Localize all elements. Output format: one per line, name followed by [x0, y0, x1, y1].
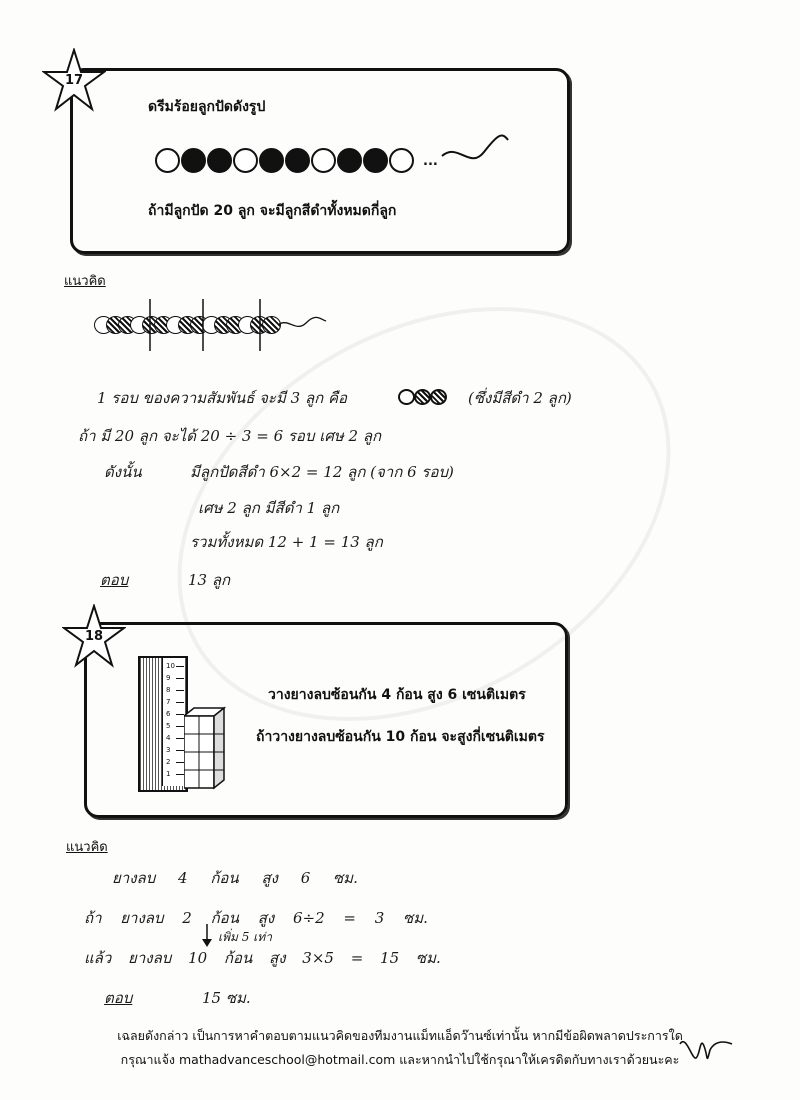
grouped-bead-sketch: [90, 295, 330, 355]
solution-17-line5: รวมทั้งหมด 12 + 1 = 13 ลูก: [190, 533, 383, 551]
ruler-tick: [176, 666, 184, 667]
problem-17-question-line1: ดรีมร้อยลูกปัดดังรูป: [148, 99, 266, 115]
solution-18-line3: แล้ว ยางลบ 10 ก้อน สูง 3×5 = 15 ซม.: [84, 949, 441, 967]
ruler-tick-label: 8: [166, 686, 171, 694]
stacked-erasers: [184, 706, 228, 790]
footer-line1: เฉลยดังกล่าว เป็นการหาคำตอบตามแนวคิดของทีมงานแม็ทแอ็ดว๊านซ์เท่านั้น หากมีข้อผิดพลาดประการใด: [117, 1028, 683, 1043]
signature-mark: [676, 1030, 736, 1074]
problem-17-question-line2: ถ้ามีลูกปัด 20 ลูก จะมีลูกสีดำทั้งหมดกี่ลูก: [148, 203, 397, 219]
ruler-face: [162, 658, 185, 786]
ruler-tick-label: 5: [166, 722, 171, 730]
ruler-tick: [176, 678, 184, 679]
ruler-tick-label: 4: [166, 734, 171, 742]
ruler-tick: [176, 702, 184, 703]
ruler-tick-label: 10: [166, 662, 175, 670]
ruler-eraser-illustration: [138, 656, 228, 790]
ruler-tick: [176, 726, 184, 727]
white-bead: [311, 148, 336, 173]
bead-string: [155, 146, 515, 182]
problem-number: 18: [84, 629, 104, 644]
problem-18-question-line1: วางยางลบซ้อนกัน 4 ก้อน สูง 6 เซนติเมตร: [268, 687, 526, 703]
answer-18-label: ตอบ: [104, 989, 133, 1007]
problem-18-star-badge: [62, 604, 126, 668]
ruler-tick: [176, 750, 184, 751]
solution-17-line3: มีลูกปัดสีดำ 6×2 = 12 ลูก (จาก 6 รอบ): [190, 463, 454, 481]
answer-17-label: ตอบ: [100, 571, 129, 589]
solution-17-line3-prefix: ดังนั้น: [104, 463, 142, 481]
white-bead: [155, 148, 180, 173]
black-bead: [337, 148, 362, 173]
white-bead: [233, 148, 258, 173]
thinking-label-17: แนวคิด: [64, 274, 106, 289]
answer-18-value: 15 ซม.: [202, 989, 251, 1007]
black-bead: [207, 148, 232, 173]
bead-ellipsis: ...: [423, 154, 438, 169]
black-bead: [259, 148, 284, 173]
solution-18-line2: ถ้า ยางลบ 2 ก้อน สูง 6÷2 = 3 ซม.: [84, 909, 428, 927]
white-bead: [389, 148, 414, 173]
solution-17-line4: เศษ 2 ลูก มีสีดำ 1 ลูก: [198, 499, 340, 517]
ruler-tick-label: 1: [166, 770, 171, 778]
string-tail: [440, 134, 510, 174]
ruler-tick: [176, 690, 184, 691]
group-dividers: [90, 295, 330, 355]
solution-17-line1-note: (ซึ่งมีสีดำ 2 ลูก): [468, 389, 572, 407]
arrow-note: เพิ่ม 5 เท่า: [218, 930, 272, 944]
problem-17-star-badge: [42, 48, 106, 112]
black-bead: [181, 148, 206, 173]
ruler-tick-label: 2: [166, 758, 171, 766]
thinking-label-18: แนวคิด: [66, 840, 108, 855]
problem-number: 17: [64, 73, 84, 88]
footer-line2: กรุณาแจ้ง mathadvanceschool@hotmail.com และหากนำไปใช้กรุณาให้เครดิตกับทางเราด้วยนะคะ: [120, 1052, 680, 1067]
solution-17-line1: 1 รอบ ของความสัมพันธ์ จะมี 3 ลูก คือ: [97, 389, 348, 407]
answer-17-value: 13 ลูก: [188, 571, 231, 589]
ruler-tick-label: 6: [166, 710, 171, 718]
ruler-tick: [176, 738, 184, 739]
problem-18-question-line2: ถ้าวางยางลบซ้อนกัน 10 ก้อน จะสูงกี่เซนติเมตร: [256, 729, 545, 745]
solution-17-line2: ถ้า มี 20 ลูก จะได้ 20 ÷ 3 = 6 รอบ เศษ 2 ลูก: [78, 427, 382, 445]
solution-18-line1: ยางลบ 4 ก้อน สูง 6 ซม.: [112, 869, 358, 887]
ruler-tick: [176, 774, 184, 775]
ruler-tick-label: 9: [166, 674, 171, 682]
ruler-tick-label: 7: [166, 698, 171, 706]
ruler-tick-label: 3: [166, 746, 171, 754]
ruler-tick: [176, 714, 184, 715]
three-bead-group: [398, 388, 450, 406]
eraser-stack: [184, 706, 216, 786]
black-bead: [285, 148, 310, 173]
ruler-tick: [176, 762, 184, 763]
black-bead: [363, 148, 388, 173]
